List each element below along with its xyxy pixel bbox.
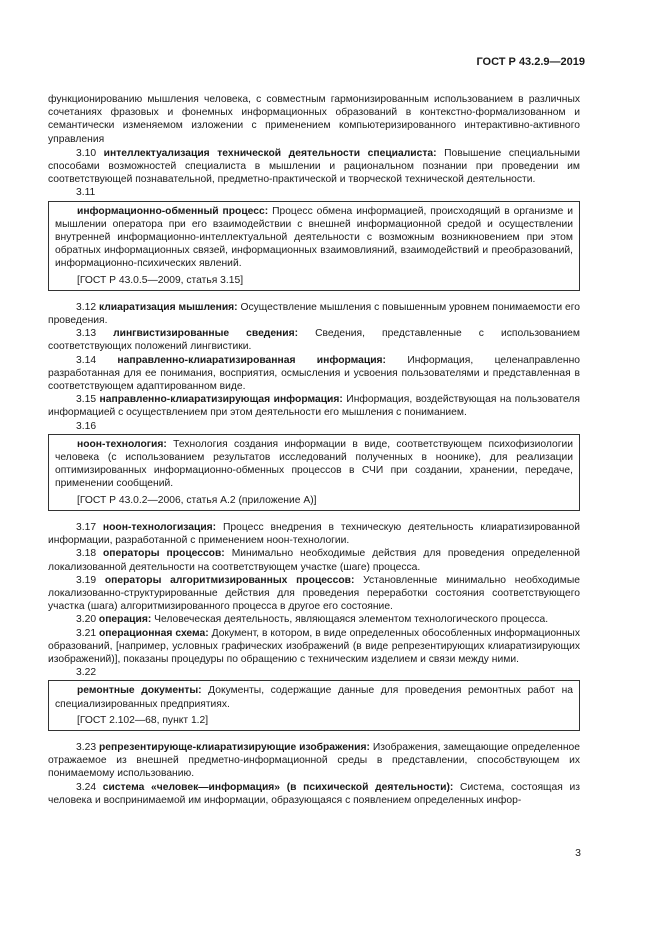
source-reference: [ГОСТ Р 43.0.2—2006, статья А.2 (приложение А)] [77, 494, 317, 506]
entry-3-22-number: 3.22 [76, 667, 97, 679]
source-reference: [ГОСТ 2.102—68, пункт 1.2] [77, 714, 209, 726]
entry-3-11-number: 3.11 [76, 187, 96, 199]
entry-3-17: 3.17 ноон-технологизация: Процесс внедрения в техническую деятельность клиаратизированной информации, разработанной с применением ноон-технологии. [48, 521, 580, 547]
page-number: 3 [575, 847, 581, 859]
entry-3-15: 3.15 направленно-клиаратизирующая информация: Информация, воздействующая на пользователя информацией с осуществлением при этом деятельности его мышления с пониманием. [48, 394, 580, 419]
entry-3-24: 3.24 система «человек—информация» (в психической деятельности): Система, состоящая из человека и воспринимаемой им информации, образующаяся с появлением определенных инфор- [48, 781, 580, 806]
definition-box-3-22 [48, 680, 580, 731]
intro-paragraph: функционированию мышления человека, с совместным гармонизированным использованием в различных сочетаниях фразовых и фонемных информационных образований в контекстно-формализованном и семантически изменяемом изложении с применением компьютеризированного интерактивно-активного управления [48, 94, 580, 145]
entry-3-21: 3.21 операционная схема: Документ, в котором, в виде определенных обособленных информационных образований, [например, условных графических изображений (в виде репрезентирующих клиаратизирующих изображений)], показаны процедуры по обращению с техническим изделием и связи между ними. [48, 627, 580, 665]
definition-box-3-11 [48, 201, 580, 291]
page-content [48, 93, 580, 807]
entry-3-18: 3.18 операторы процессов: Минимально необходимые действия для проведения определенной локализованной деятельности на соответствующем участке (шаге) процесса. [48, 548, 580, 573]
document-code: ГОСТ Р 43.2.9—2019 [476, 56, 585, 68]
entry-3-11: информационно-обменный процесс: Процесс обмена информацией, происходящий в организме и мышлении оператора при его взаимодействии с внешней информационной средой и осуществлении внутренней информационно-интеллектуальной деятельности с возможным возникновением при этом обратных информационных связей, информационных взаимовлияний, взаимодействий и преобразований, информационно-психических явлений. [55, 205, 573, 270]
definition-box-3-16 [48, 434, 580, 511]
entry-3-16: ноон-технология: Технология создания информации в виде, соответствующем психофизиологии человека (с использованием результатов исследований полученных в ноонике), для реализации оптимизированных информационно-обменных процессов в СЧИ при создании, хранении, передаче, применении сообщений. [55, 438, 573, 490]
entry-3-20: 3.20 операция: Человеческая деятельность, являющаяся элементом технологического процесса. [76, 614, 549, 626]
entry-3-10: 3.10 интеллектуализация технической деятельности специалиста: Повышение специальными способами возможностей специалиста в мышлении и рациональном познании при проведении им соответствующей познавательной, предметно-практической и творческой технической деятельности. [48, 147, 580, 186]
entry-3-23: 3.23 репрезентирующе-клиаратизирующие изображения: Изображения, замещающие определенное отражаемое из внешней предметно-информационной среды в представлении, способствующем их понимаемому использованию. [48, 741, 580, 780]
entry-3-22: ремонтные документы: Документы, содержащие данные для проведения ремонтных работ на специализированных предприятиях. [55, 685, 573, 710]
entry-3-16-number: 3.16 [76, 420, 97, 432]
entry-3-19: 3.19 операторы алгоритмизированных процессов: Установленные минимально необходимые локализованно-структурированные действия для проведения переработки состояния соответствующего участка (шага) алгоритмизированного процесса в другое его состояние. [48, 574, 580, 613]
entry-3-12: 3.12 клиаратизация мышления: Осуществление мышления с повышенным уровнем понимаемости его проведения. [48, 301, 580, 327]
entry-3-13: 3.13 лингвистизированные сведения: Сведения, представленные с использованием соответствующих положений лингвистики. [48, 328, 580, 353]
source-reference: [ГОСТ Р 43.0.5—2009, статья 3.15] [77, 274, 244, 286]
entry-3-14: 3.14 направленно-клиаратизированная информация: Информация, целенаправленно разработанная для ее понимания, восприятия, осмысления и усвоения пользователями и представленная в соответствующем адаптированном виде. [48, 354, 580, 393]
